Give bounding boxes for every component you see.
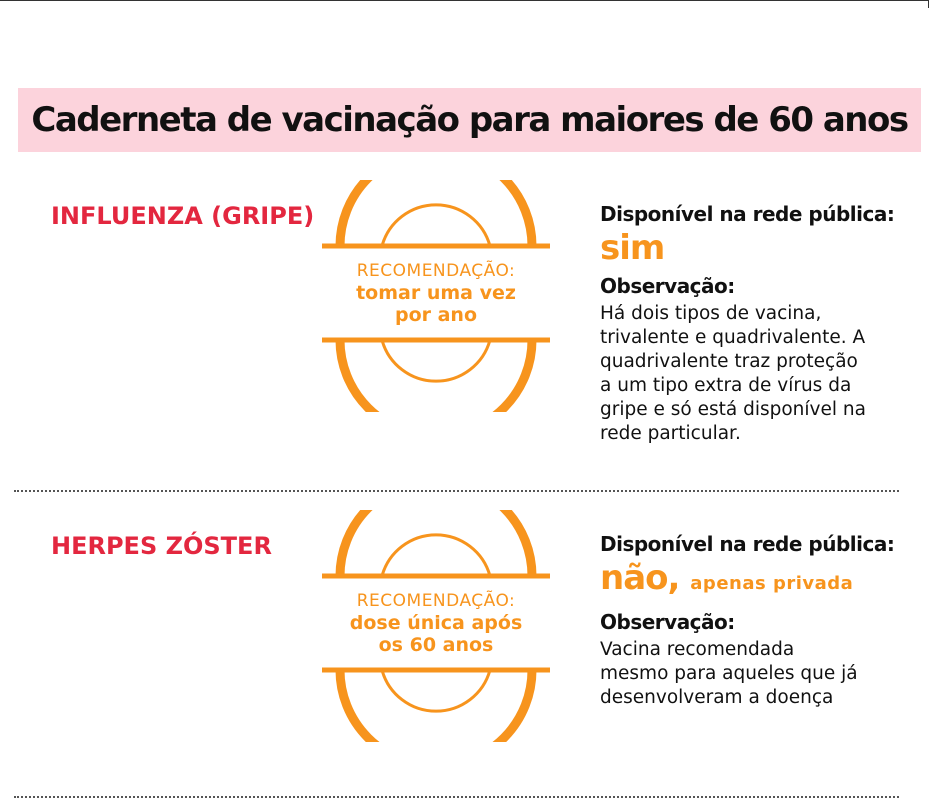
title-band xyxy=(18,88,921,152)
vaccine-section-herpes-zoster xyxy=(0,510,929,780)
observation-text xyxy=(600,302,900,446)
observation-label: Observação: xyxy=(600,610,735,634)
disease-name: HERPES ZÓSTER xyxy=(51,532,272,560)
observation-line: quadrivalente traz proteção xyxy=(600,351,858,372)
observation-text xyxy=(600,638,900,710)
availability-value: sim xyxy=(600,228,665,268)
recommendation-emblem xyxy=(320,510,552,742)
public-network-label: Disponível na rede pública: xyxy=(600,202,895,226)
availability-info xyxy=(600,202,900,446)
observation-line: Vacina recomendada xyxy=(600,639,795,660)
observation-label: Observação: xyxy=(600,274,735,298)
public-network-label: Disponível na rede pública: xyxy=(600,532,895,556)
availability-suffix: apenas privada xyxy=(690,573,854,594)
page-title: Caderneta de vacinação para maiores de 60 anos xyxy=(31,100,908,140)
top-border xyxy=(0,0,929,3)
observation-line: mesmo para aqueles que já xyxy=(600,663,858,684)
section-divider xyxy=(14,490,899,492)
recommendation-emblem xyxy=(320,180,552,412)
recommendation-line: dose única após xyxy=(349,612,523,634)
section-divider xyxy=(14,796,899,798)
recommendation-line: tomar uma vez xyxy=(356,282,516,304)
observation-line: gripe e só está disponível na xyxy=(600,399,866,420)
observation-line: desenvolveram a doença xyxy=(600,687,834,708)
observation-line: Há dois tipos de vacina, xyxy=(600,303,822,324)
public-availability xyxy=(600,558,900,604)
disease-name: INFLUENZA (GRIPE) xyxy=(51,202,315,230)
availability-value: não, xyxy=(600,558,680,598)
observation-line: trivalente e quadrivalente. A xyxy=(600,327,866,348)
vaccine-section-influenza xyxy=(0,180,929,490)
availability-info xyxy=(600,532,900,710)
observation-line: rede particular. xyxy=(600,423,741,444)
observation-line: a um tipo extra de vírus da xyxy=(600,375,852,396)
recommendation-line: os 60 anos xyxy=(378,634,494,656)
recommendation-heading: RECOMENDAÇÃO: xyxy=(356,591,516,611)
public-availability xyxy=(600,228,900,268)
recommendation-heading: RECOMENDAÇÃO: xyxy=(356,261,516,281)
recommendation-line: por ano xyxy=(394,304,478,326)
